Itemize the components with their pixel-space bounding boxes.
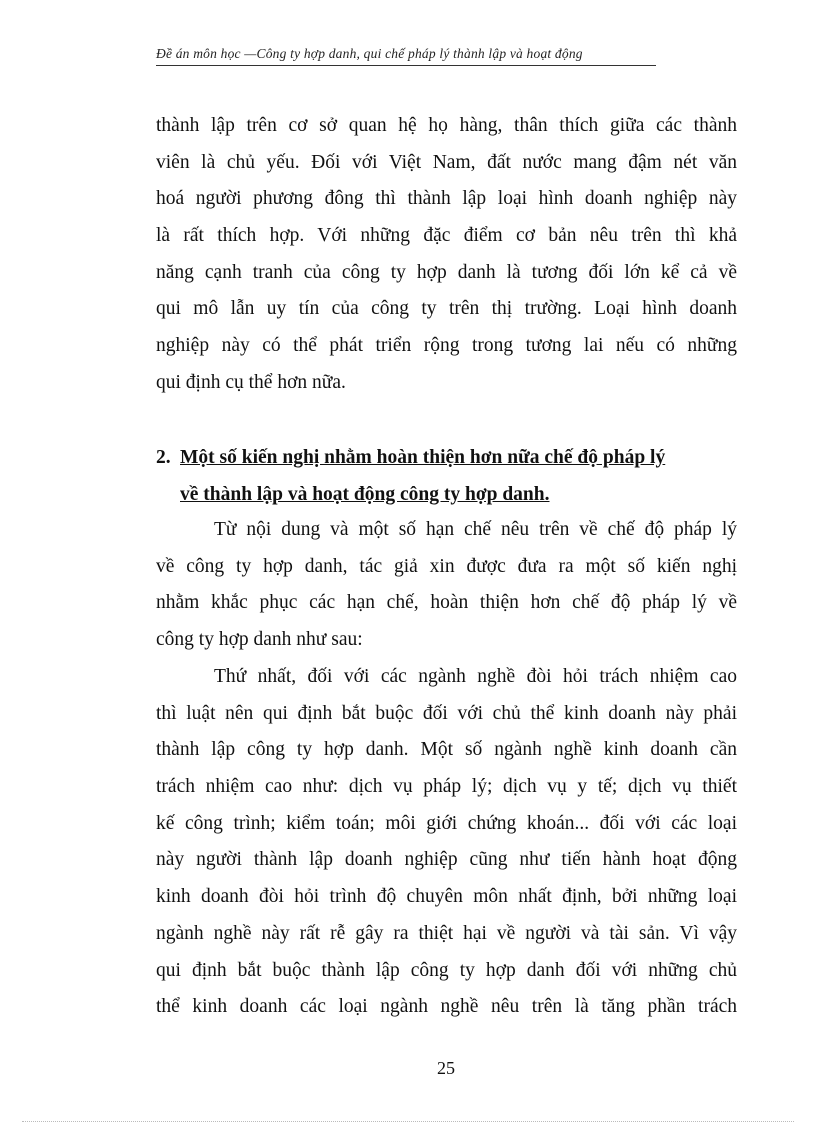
text-line: Thứ nhất, đối với các ngành nghề đòi hỏi trách nhiệm cao: [214, 666, 737, 687]
text-line: công ty hợp danh như sau:: [156, 629, 363, 651]
text-line: kinh doanh đòi hỏi trình độ chuyên môn nhất định, bởi những loại: [156, 886, 737, 908]
text-line: viên là chủ yếu. Đối với Việt Nam, đất nước mang đậm nét văn: [156, 151, 737, 173]
text-line: thành lập trên cơ sở quan hệ họ hàng, thân thích giữa các thành: [156, 115, 737, 136]
text-line: ngành nghề này rất rễ gây ra thiệt hại về người và tài sản. Vì vậy: [156, 922, 737, 944]
text-line: qui định cụ thể hơn nữa.: [156, 371, 346, 393]
text-line: này người thành lập doanh nghiệp cũng như tiến hành hoạt động: [156, 849, 737, 871]
section-title-line: Một số kiến nghị nhằm hoàn thiện hơn nữa chế độ pháp lý: [180, 447, 666, 468]
paragraph-3: [156, 659, 737, 1026]
paragraph-1: [156, 108, 737, 402]
text-line: về công ty hợp danh, tác giả xin được đưa ra một số kiến nghị: [156, 555, 737, 577]
header-rule: [156, 65, 656, 66]
text-line: hoá người phương đông thì thành lập loại hình doanh nghiệp này: [156, 188, 737, 210]
text-line: năng cạnh tranh của công ty hợp danh là tương đối lớn kể cả về: [156, 261, 737, 283]
text-line: thì luật nên qui định bắt buộc đối với chủ thể kinh doanh này phải: [156, 702, 737, 724]
section-heading: [156, 440, 756, 513]
page-number: 25: [437, 1058, 455, 1078]
page-bottom-rule: [22, 1121, 794, 1122]
text-line: qui mô lẫn uy tín của công ty trên thị trường. Loại hình doanh: [156, 298, 737, 320]
text-line: trách nhiệm cao như: dịch vụ pháp lý; dịch vụ y tế; dịch vụ thiết: [156, 776, 737, 798]
section-number: 2.: [156, 447, 171, 468]
text-line: qui định bắt buộc thành lập công ty hợp danh đối với những chủ: [156, 959, 737, 981]
paragraph-2: [156, 512, 737, 659]
text-line: Từ nội dung và một số hạn chế nêu trên về chế độ pháp lý: [214, 519, 737, 540]
text-line: thành lập công ty hợp danh. Một số ngành nghề kinh doanh cần: [156, 739, 737, 761]
text-line: nhằm khắc phục các hạn chế, hoàn thiện hơn chế độ pháp lý về: [156, 592, 737, 614]
text-line: kế công trình; kiểm toán; môi giới chứng khoán... đối với các loại: [156, 812, 737, 834]
running-header: Đề án môn học —Công ty hợp danh, qui chế pháp lý thành lập và hoạt động: [156, 46, 583, 61]
section-title-line: về thành lập và hoạt động công ty hợp danh.: [180, 483, 550, 505]
text-line: thể kinh doanh các loại ngành nghề nêu trên là tăng phần trách: [156, 996, 737, 1018]
text-line: là rất thích hợp. Với những đặc điểm cơ bản nêu trên thì khả: [156, 225, 737, 247]
text-line: nghiệp này có thể phát triển rộng trong tương lai nếu có những: [156, 335, 737, 357]
